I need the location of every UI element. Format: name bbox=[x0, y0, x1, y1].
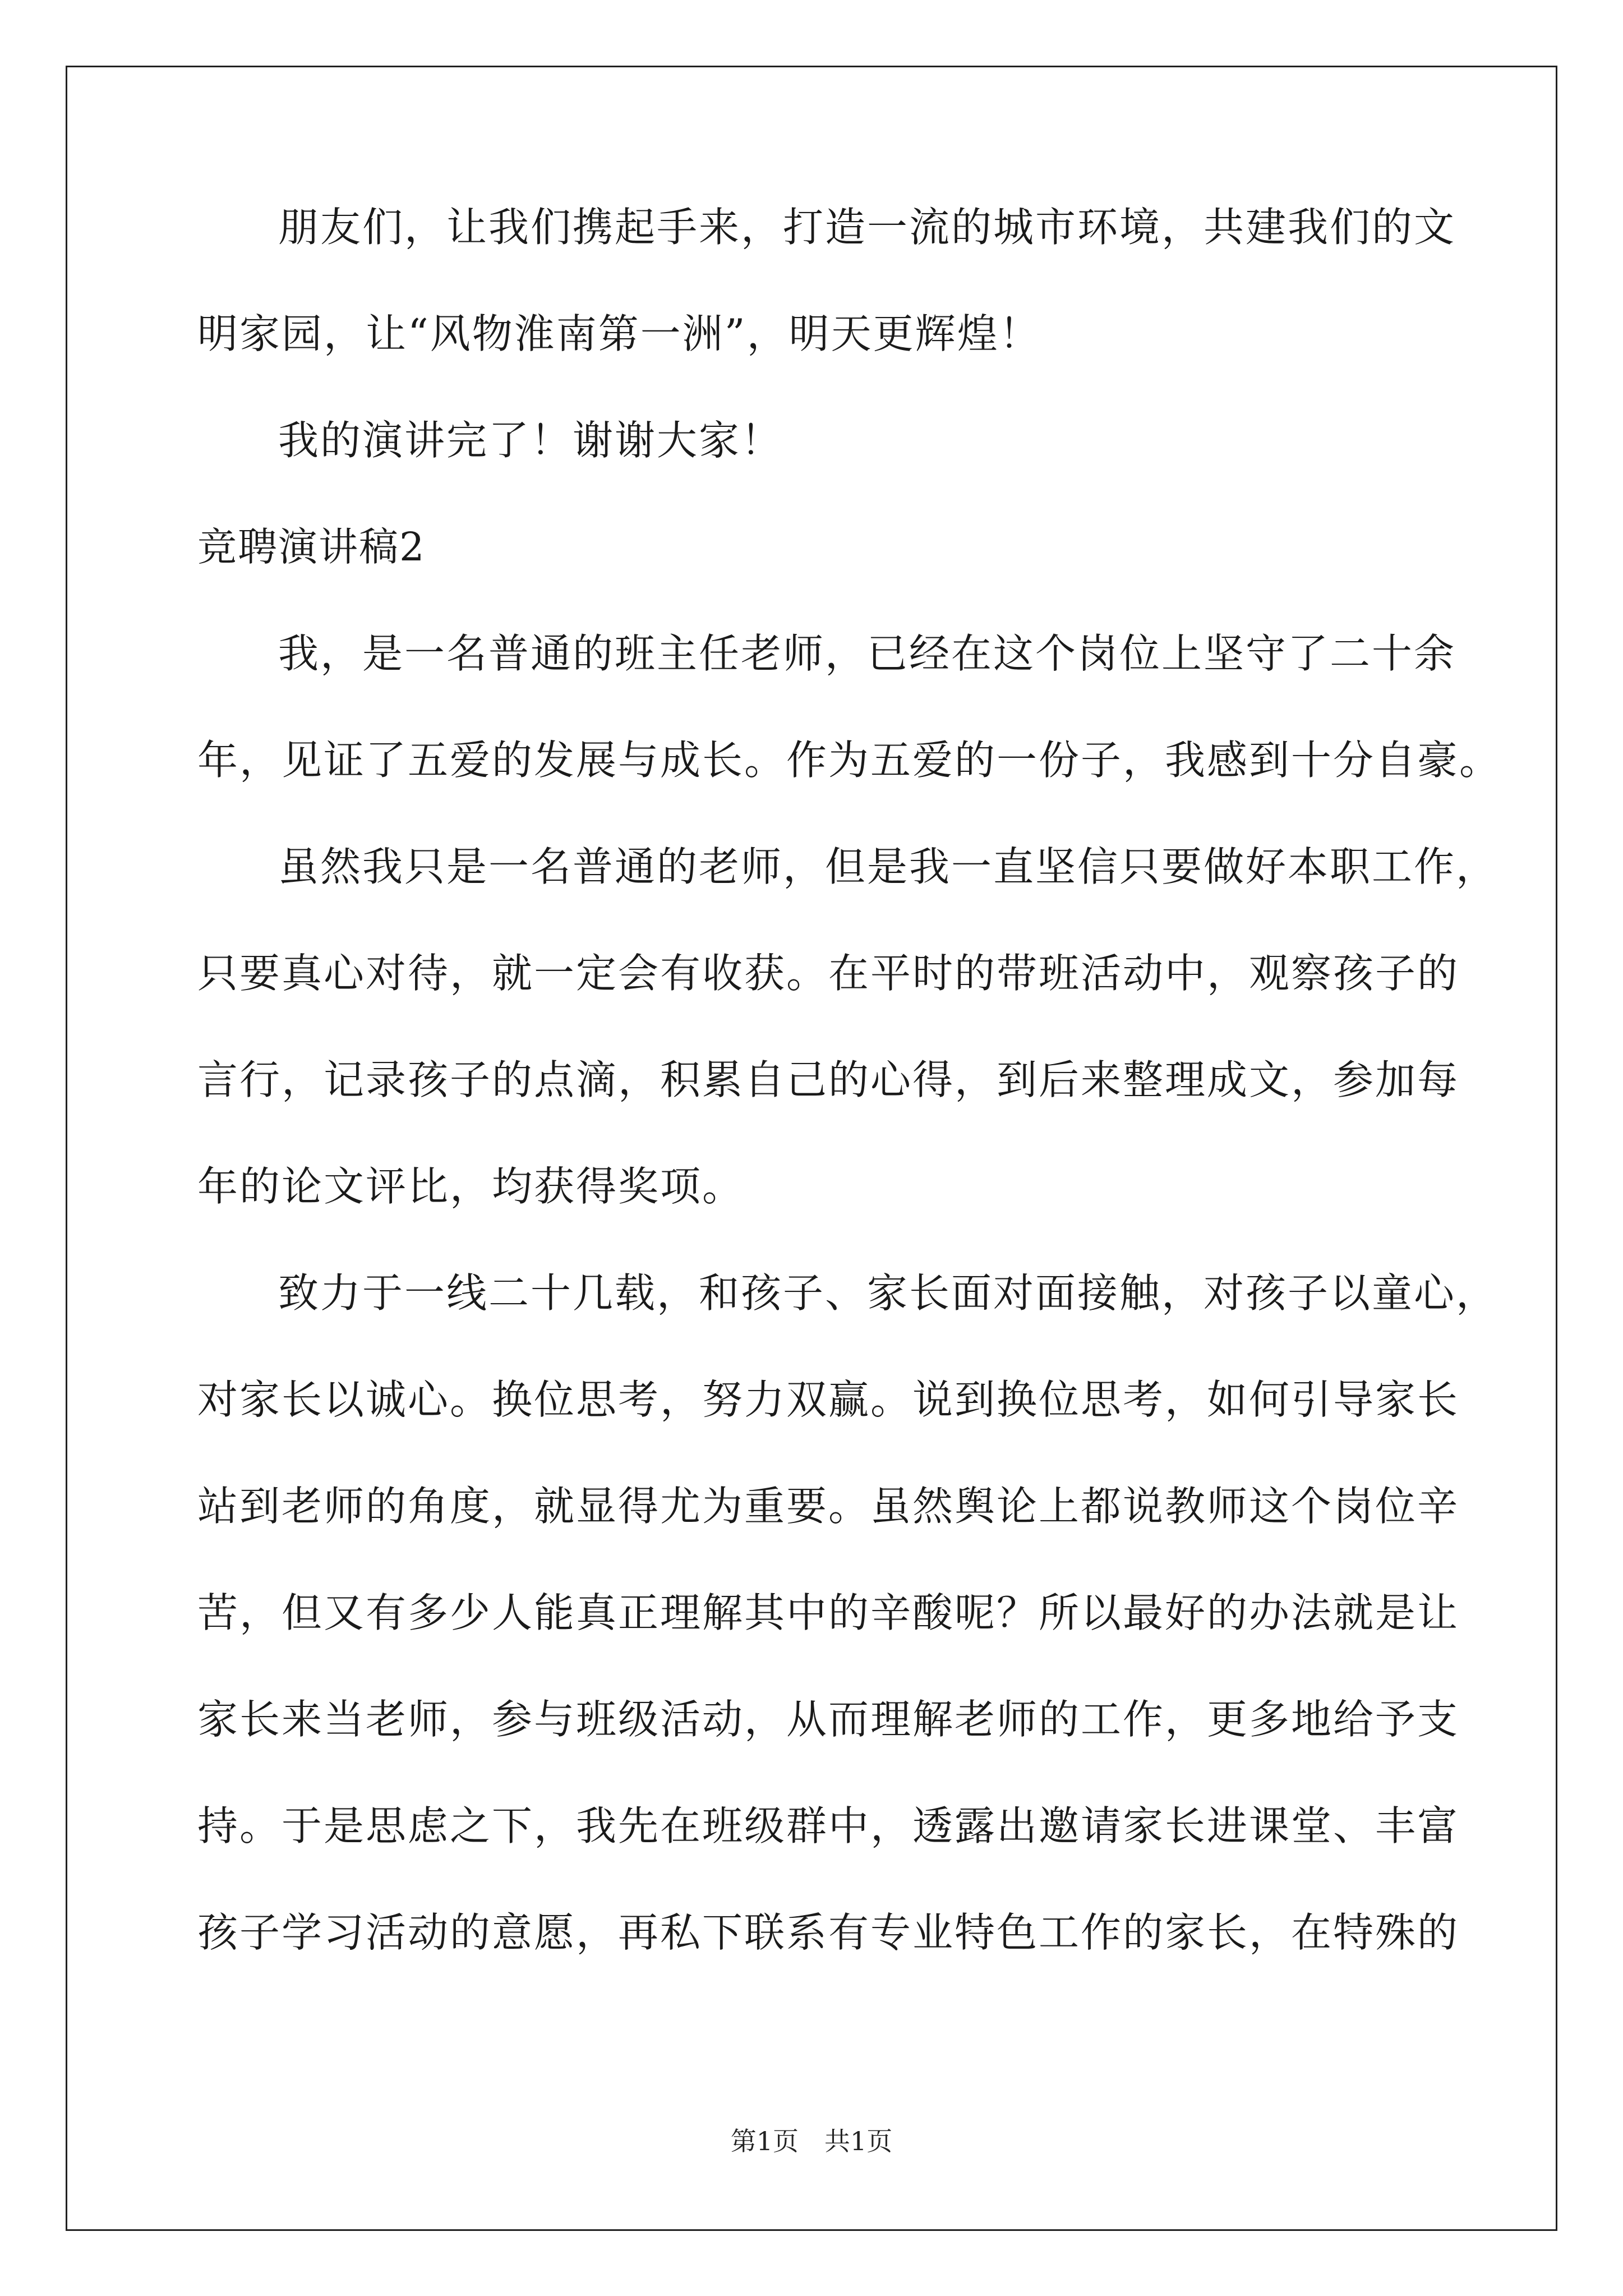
paragraph-line: 苦，但又有多少人能真正理解其中的辛酸呢？所以最好的办法就是让 bbox=[197, 1589, 1460, 1636]
paragraph-line: 持。于是思虑之下，我先在班级群中，透露出邀请家长进课堂、丰富 bbox=[197, 1802, 1460, 1849]
paragraph-line: 对家长以诚心。换位思考，努力双赢。说到换位思考，如何引导家长 bbox=[197, 1376, 1460, 1423]
paragraph-line: 我，是一名普通的班主任老师，已经在这个岗位上坚守了二十余 bbox=[278, 630, 1456, 677]
paragraph-line: 年的论文评比，均获得奖项。 bbox=[197, 1163, 745, 1210]
section-heading: 竞聘演讲稿2 bbox=[197, 524, 426, 570]
paragraph-line: 明家园，让“风物淮南第一洲”，明天更辉煌！ bbox=[197, 310, 1041, 357]
paragraph-line: 站到老师的角度，就显得尤为重要。虽然舆论上都说教师这个岗位辛 bbox=[197, 1483, 1460, 1530]
paragraph-line: 年，见证了五爱的发展与成长。作为五爱的一份子，我感到十分自豪。 bbox=[197, 737, 1502, 784]
paragraph-line: 言行，记录孩子的点滴，积累自己的心得，到后来整理成文，参加每 bbox=[197, 1056, 1460, 1103]
paragraph-line: 家长来当老师，参与班级活动，从而理解老师的工作，更多地给予支 bbox=[197, 1696, 1460, 1743]
paragraph-line: 虽然我只是一名普通的老师，但是我一直坚信只要做好本职工作， bbox=[278, 843, 1498, 890]
paragraph-line: 我的演讲完了！谢谢大家！ bbox=[278, 417, 783, 464]
paragraph-line: 朋友们，让我们携起手来，打造一流的城市环境，共建我们的文 bbox=[278, 204, 1456, 251]
paragraph-line: 只要真心对待，就一定会有收获。在平时的带班活动中，观察孩子的 bbox=[197, 950, 1460, 997]
paragraph-line: 孩子学习活动的意愿，再私下联系有专业特色工作的家长，在特殊的 bbox=[197, 1909, 1460, 1956]
page-footer: 第1页 共1页 bbox=[730, 2126, 893, 2156]
paragraph-line: 致力于一线二十几载，和孩子、家长面对面接触，对孩子以童心， bbox=[278, 1269, 1498, 1317]
